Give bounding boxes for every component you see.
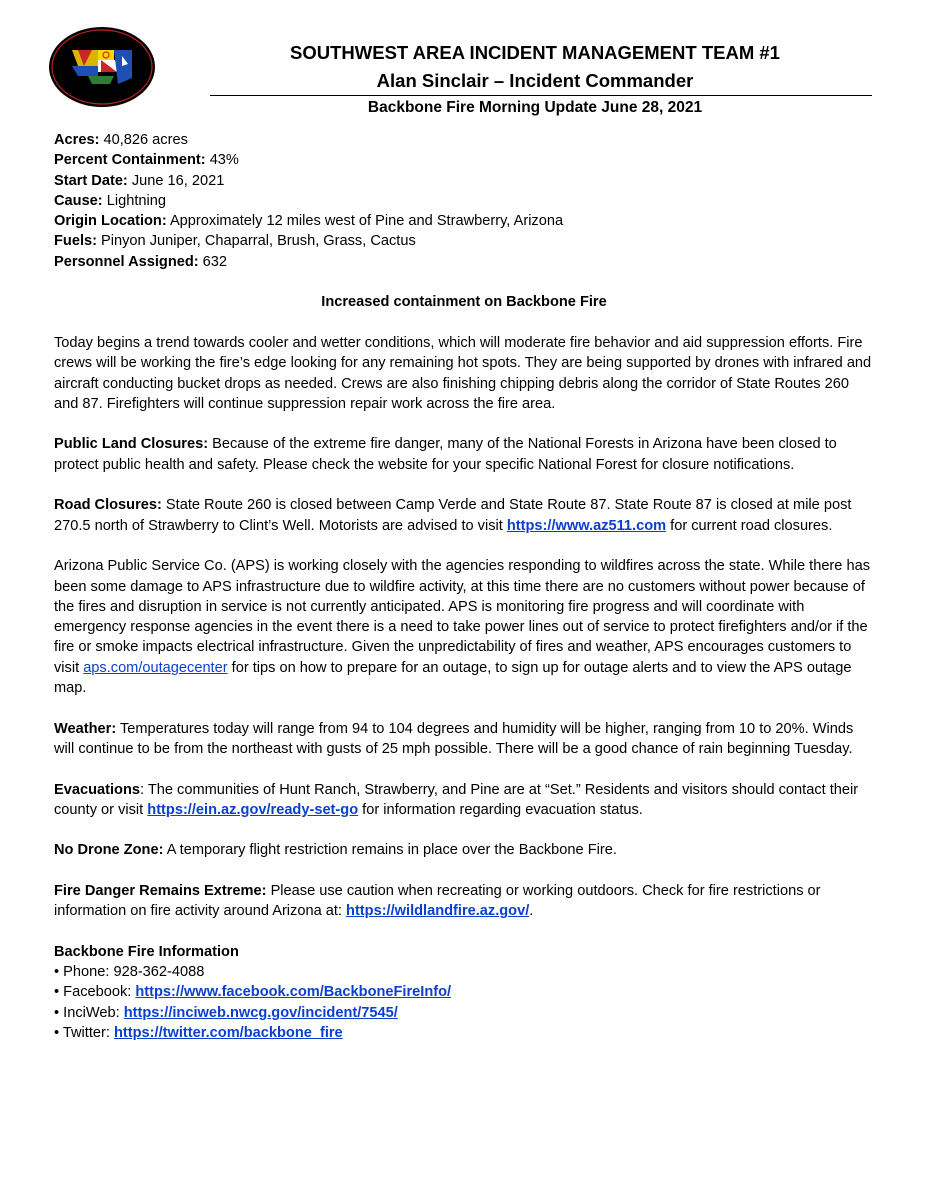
fire-danger-text: Please use caution when recreating or working outdoors. Check for fire restrictions or information on fire activity around Arizona at: (54, 882, 821, 920)
stat-label: Origin Location: (54, 213, 167, 230)
az511-link[interactable]: https://www.az511.com (506, 517, 667, 534)
aps-paragraph (54, 556, 874, 698)
stat-label: Percent Containment: (54, 152, 206, 169)
drone-label: No Drone Zone: (54, 842, 164, 859)
aps-outage-link[interactable]: aps.com/outagecenter (83, 659, 228, 676)
weather-paragraph (54, 719, 874, 760)
fire-danger-label: Fire Danger Remains Extreme: (54, 882, 267, 899)
weather-text: Temperatures today will range from 94 to 104 degrees and humidity will be higher, ranging from 10 to 20%. Winds will continue to be from the northeast with gusts of 25 mph possible. There will be a good chance of rain beginning Tuesday. (54, 720, 854, 757)
stat-value: Lightning (102, 192, 166, 209)
drone-paragraph (54, 840, 874, 860)
stat-fuels (54, 231, 874, 251)
stat-acres (54, 130, 874, 150)
info-title (54, 942, 874, 962)
road-closures-after: for current road closures. (666, 517, 833, 534)
evacuations-text: : The communities of Hunt Ranch, Strawberry, and Pine are at “Set.” Residents and visitors should contact their county or visit (54, 781, 859, 818)
document-body (54, 130, 874, 1043)
header-divider (210, 95, 872, 96)
stat-label: Start Date: (54, 172, 128, 189)
info-title-text: Backbone Fire Information (54, 943, 239, 960)
stat-start-date (54, 171, 874, 191)
twitter-link[interactable]: https://twitter.com/backbone_fire (114, 1025, 343, 1042)
aps-after: for tips on how to prepare for an outage, to sign up for outage alerts and to view the APS outage map. (54, 659, 852, 697)
wildlandfire-link[interactable]: https://wildlandfire.az.gov/ (346, 903, 530, 920)
stat-label: Personnel Assigned: (54, 253, 199, 270)
intro-paragraph: Today begins a trend towards cooler and wetter conditions, which will moderate fire behavior and aid suppression efforts. Fire crews will be working the fire’s edge looking for any remaining hot spots. They are being supported by drones with infrared and aircraft conducting bucket drops as needed. Crews are also finishing chipping debris along the corridor of State Routes 260 and 87. Firefighters will continue suppression repair work across the fire area. (54, 334, 872, 412)
info-inciweb (54, 1003, 874, 1023)
ready-set-go-link[interactable]: https://ein.az.gov/ready-set-go (147, 801, 359, 818)
stat-label: Acres: (54, 132, 100, 148)
info-phone: • Phone: 928-362-4088 (54, 964, 205, 981)
inciweb-label: • InciWeb: (54, 1004, 124, 1021)
stat-cause (54, 191, 874, 211)
stat-label: Cause: (54, 192, 103, 209)
land-closures-label: Public Land Closures: (54, 436, 209, 453)
evacuations-after: for information regarding evacuation status. (358, 801, 643, 818)
stat-personnel (54, 252, 874, 272)
stat-value: 632 (198, 253, 228, 270)
stat-value: 43% (205, 152, 239, 169)
stat-label: Fuels: (54, 233, 97, 250)
update-title: Backbone Fire Morning Update June 28, 2021 (367, 99, 703, 116)
incident-commander: Alan Sinclair – Incident Commander (376, 70, 694, 91)
info-facebook (54, 982, 874, 1002)
drone-text: A temporary flight restriction remains in place over the Backbone Fire. (163, 842, 617, 859)
road-closures-text: State Route 260 is closed between Camp Verde and State Route 87. State Route 87 is closed at mile post 270.5 north of Strawberry to Clint’s Well. Motorists are advised to visit (54, 497, 852, 534)
evacuations-label: Evacuations (54, 781, 140, 798)
twitter-label: • Twitter: (54, 1025, 114, 1042)
weather-label: Weather: (54, 720, 117, 737)
team-logo (48, 26, 156, 108)
road-closures-paragraph (54, 495, 874, 536)
fire-danger-after: . (529, 903, 534, 920)
stat-value: 40,826 acres (99, 132, 188, 148)
section-headline: Increased containment on Backbone Fire (321, 294, 607, 311)
stat-value: Pinyon Juniper, Chaparral, Brush, Grass, Cactus (96, 233, 416, 250)
fire-danger-paragraph (54, 881, 874, 922)
info-twitter (54, 1023, 874, 1043)
evacuations-paragraph (54, 780, 874, 821)
aps-text: Arizona Public Service Co. (APS) is working closely with the agencies responding to wildfires across the state. While there has been some damage to APS infrastructure due to wildfire activity, at this time there are no customers without power because of the fires and disruption in service is not currently anticipated. APS is monitoring fire progress and will coordinate with emergency response agencies in the event there is a need to take power lines out of service to protect firefighters and/or if the fire or smoke impacts electrical infrastructure. Given the unpredictability of fires and weather, APS encourages customers to visit (54, 558, 870, 676)
road-closures-label: Road Closures: (54, 497, 162, 514)
land-closures-text: Because of the extreme fire danger, many of the National Forests in Arizona have been closed to protect public health and safety. Please check the website for your specific National Forest for closure notifications. (54, 436, 837, 473)
team-title: SOUTHWEST AREA INCIDENT MANAGEMENT TEAM #1 (290, 42, 780, 63)
stat-value: June 16, 2021 (127, 172, 225, 189)
stat-containment (54, 150, 874, 170)
facebook-label: • Facebook: (54, 984, 136, 1001)
land-closures-paragraph (54, 434, 874, 475)
stat-origin (54, 211, 874, 231)
inciweb-link[interactable]: https://inciweb.nwcg.gov/incident/7545/ (123, 1004, 398, 1021)
facebook-link[interactable]: https://www.facebook.com/BackboneFireInfo/ (135, 984, 452, 1001)
stat-value: Approximately 12 miles west of Pine and Strawberry, Arizona (166, 213, 564, 230)
